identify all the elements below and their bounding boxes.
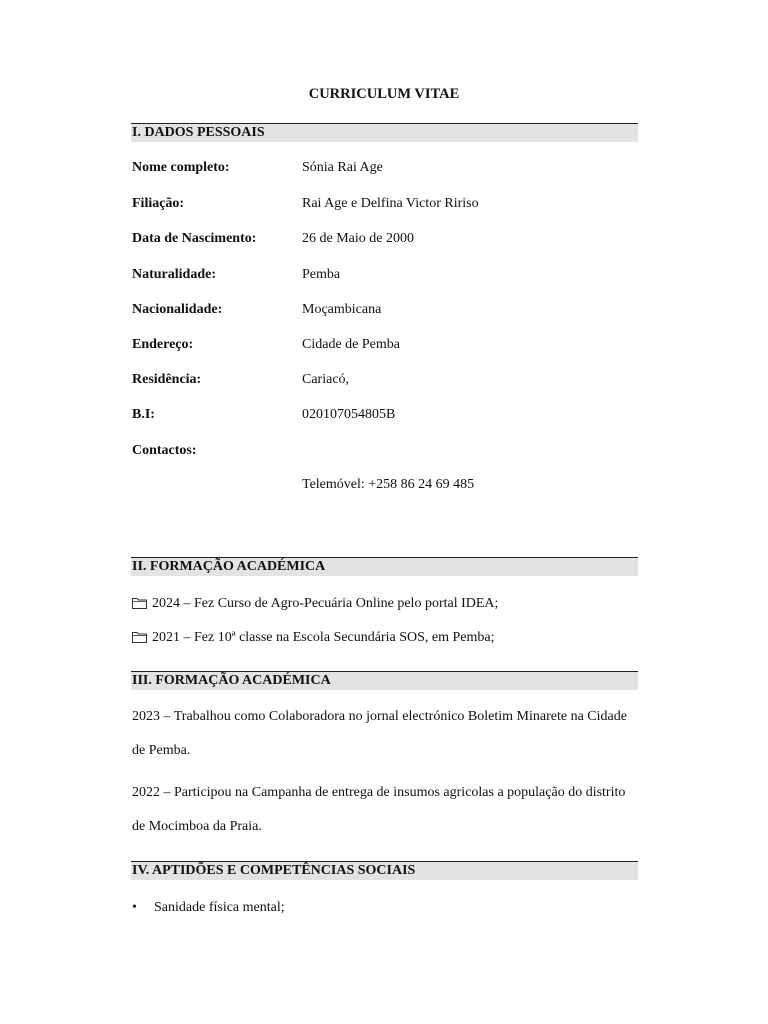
- birth-date-value: 26 de Maio de 2000: [302, 231, 414, 246]
- experience-item-2-line-1: 2022 – Participou na Campanha de entrega de insumos agricolas a população do distrito: [132, 785, 626, 800]
- section-education-heading: II. FORMAÇÃO ACADÉMICA: [131, 557, 638, 576]
- nationality-value: Moçambicana: [302, 302, 382, 317]
- parents-label: Filiação:: [132, 196, 185, 211]
- residence-value: Cariacó,: [302, 372, 350, 387]
- contacts-label: Contactos:: [132, 443, 197, 458]
- experience-item-1-line-2: de Pemba.: [132, 743, 191, 758]
- folder-icon: [132, 631, 146, 642]
- folder-icon: [132, 597, 146, 608]
- residence-label: Residência:: [132, 372, 202, 387]
- document-title: CURRICULUM VITAE: [308, 86, 460, 102]
- experience-item-2-line-2: de Mocimboa da Praia.: [132, 819, 262, 834]
- section-personal-heading: I. DADOS PESSOAIS: [131, 123, 638, 142]
- address-value: Cidade de Pemba: [302, 337, 400, 352]
- experience-item-1-line-1: 2023 – Trabalhou como Colaboradora no jornal electrónico Boletim Minarete na Cidade: [132, 709, 627, 724]
- phone-value: Telemóvel: +258 86 24 69 485: [302, 477, 475, 492]
- birthplace-value: Pemba: [302, 267, 341, 282]
- education-item-text: 2021 – Fez 10ª classe na Escola Secundária SOS, em Pemba;: [152, 630, 495, 645]
- birthplace-label: Naturalidade:: [132, 267, 216, 282]
- parents-value: Rai Age e Delfina Victor Ririso: [302, 196, 479, 211]
- full-name-value: Sónia Rai Age: [302, 160, 383, 175]
- education-item: [132, 596, 498, 612]
- skill-bullet: •: [132, 900, 137, 915]
- education-item-text: 2024 – Fez Curso de Agro-Pecuária Online pelo portal IDEA;: [152, 596, 499, 611]
- address-label: Endereço:: [132, 337, 194, 352]
- id-value: 020107054805B: [302, 407, 396, 422]
- full-name-label: Nome completo:: [132, 160, 230, 175]
- id-label: B.I:: [132, 407, 155, 422]
- section-skills-heading: IV. APTIDÕES E COMPETÊNCIAS SOCIAIS: [131, 861, 638, 880]
- birth-date-label: Data de Nascimento:: [132, 231, 257, 246]
- section-experience-heading: III. FORMAÇÃO ACADÉMICA: [131, 671, 638, 690]
- skill-item: Sanidade física mental;: [154, 900, 285, 915]
- nationality-label: Nacionalidade:: [132, 302, 223, 317]
- education-item: [132, 630, 495, 646]
